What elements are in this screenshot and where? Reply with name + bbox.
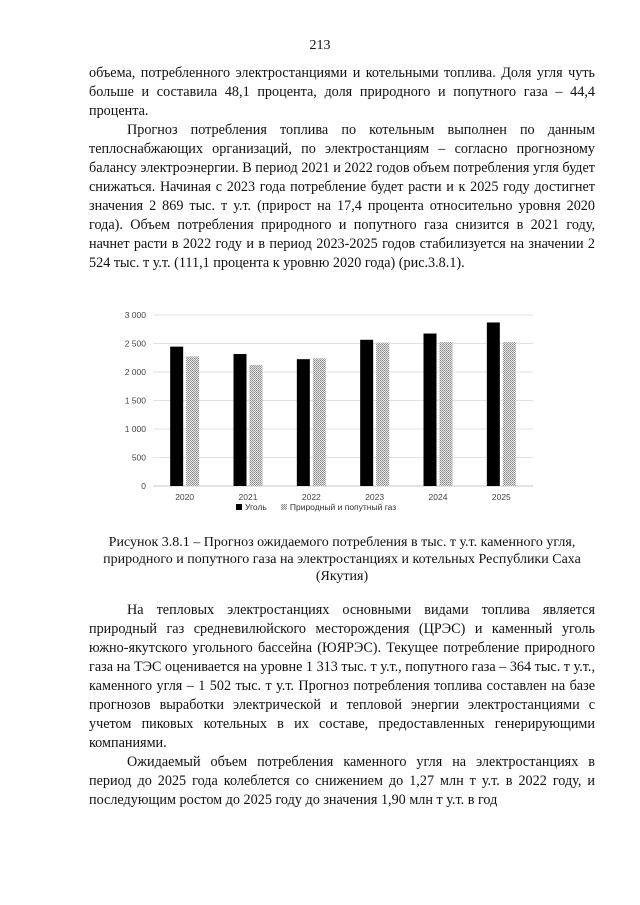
y-tick-label: 500 (131, 452, 146, 463)
bar-gas (186, 356, 199, 486)
legend-label-coal: Уголь (245, 502, 267, 512)
paragraph-4: Ожидаемый объем потребления каменного угля на электростанциях в период до 2025 года колеблется со снижением до 1,27 млн т у.т. в 2022 году, и последующим ростом до 2025 году до значения 1,90 млн т у.т. в год (89, 754, 595, 808)
legend-swatch-coal (236, 504, 242, 510)
bar-coal (424, 334, 437, 486)
paragraph-2: Прогноз потребления топлива по котельным выполнен по данным теплоснабжающих организаций, по электростанциям – согласно прогнозному балансу электроэнергии. В период 2021 и 2022 годов объем потребления угля будет снижаться. Начиная с 2023 года потребление будет расти и к 2025 году достигнет значения 2 869 тыс. т у.т. (прирост на 17,4 процента относительно уровня 2020 года). Объем потребления природного и попутного газа снизится в 2021 году, начнет расти в 2022 году и в период 2023-2025 годов стабилизуется на значении 2 524 тыс. т у.т. (111,1 процента к уровню 2020 года) (рис.3.8.1). (89, 122, 595, 271)
paragraph-3: На тепловых электростанциях основными видами топлива является природный газ средневилюйского месторождения (ЦРЭС) и каменный уголь южно-якутского угольного бассейна (ЮЯРЭС). Текущее потребление природного газа на ТЭС оценивается на уровне 1 313 тыс. т у.т., попутного газа – 364 тыс. т у.т., каменного угля – 1 502 тыс. т у.т. Прогноз потребления топлива составлен на базе прогнозов выработки электрической и тепловой энергии электростанциями с учетом пиковых котельных в их составе, предоставленных генерирующими компаниями. (89, 602, 595, 751)
bar-gas (503, 342, 516, 486)
fuel-consumption-chart (108, 306, 538, 526)
bar-coal (170, 347, 183, 486)
figure-caption: Рисунок 3.8.1 – Прогноз ожидаемого потребления в тыс. т у.т. каменного угля, природного и попутного газа на электростанциях и котельных Республики Саха (Якутия) (103, 535, 581, 584)
bar-coal (487, 322, 500, 486)
y-tick-label: 1 500 (124, 395, 146, 406)
x-tick-label: 2024 (428, 492, 448, 502)
x-tick-label: 2025 (491, 492, 511, 502)
bar-gas (250, 365, 263, 486)
bar-gas (376, 343, 389, 486)
bar-coal (297, 359, 310, 486)
y-tick-label: 1 000 (124, 424, 146, 434)
y-tick-label: 2 000 (124, 367, 146, 377)
legend-label-gas: Природный и попутный газ (289, 502, 397, 512)
bar-coal (234, 354, 247, 486)
y-tick-label: 3 000 (124, 310, 146, 320)
x-tick-label: 2020 (175, 492, 195, 502)
bar-gas (440, 342, 453, 486)
paragraph-1: объема, потребленного электростанциями и котельными топлива. Доля угля чуть больше и составила 48,1 процента, доля природного и попутного газа – 44,4 процента. (89, 65, 595, 119)
page-number: 213 (309, 38, 331, 53)
chart-svg (108, 306, 538, 526)
legend-swatch-gas (281, 504, 287, 510)
x-tick-label: 2021 (238, 492, 258, 502)
x-tick-label: 2022 (301, 492, 321, 502)
bar-coal (360, 340, 373, 486)
y-tick-label: 2 500 (124, 338, 146, 349)
x-tick-label: 2023 (365, 492, 385, 502)
y-tick-label: 0 (141, 481, 146, 491)
bar-gas (313, 358, 326, 486)
